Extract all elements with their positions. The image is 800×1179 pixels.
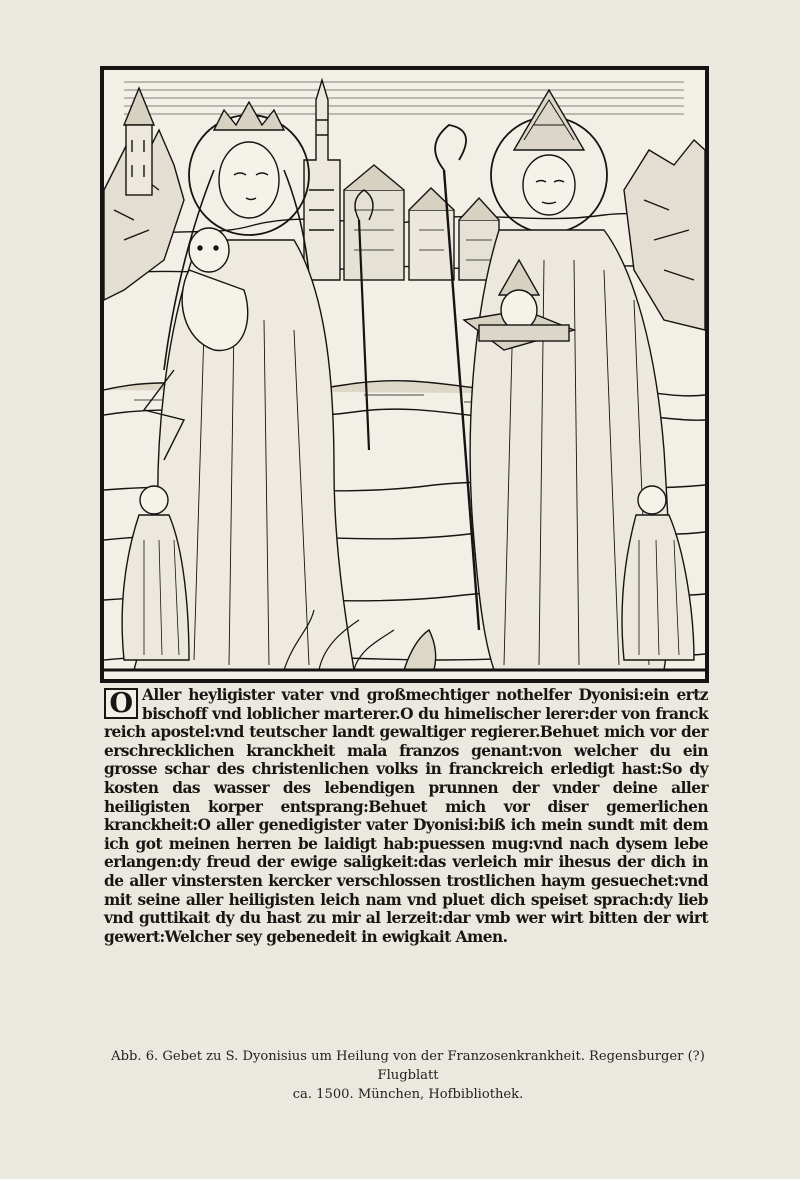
prayer-text-block xyxy=(104,686,708,946)
prayer-text: Aller heyligister vater vnd großmechtiger nothelfer Dyonisi:ein ertz bischoff vnd loblicher marterer.O du himelischer lerer:der von franck reich apostel:vnd teutscher landt gewaltiger regierer.Behuet mich vor der erschrecklichen kranckheit mala franzos genant:von welcher du ein grosse schar des christenlichen volks in franckreich erledigt hast:So dy kosten das wasser des lebendigen prunnen der vnder deine aller heiligisten korper entsprang:Behuet mich vor diser gemerlichen kranckheit:O aller genedigister vater Dyonisi:biß ich mein sundt mit dem ich got meinen herren be laidigt hab:puessen mug:vnd nach dysem lebe erlangen:dy freud der ewige saligkeit:das verleich mir ihesus der dich in de aller vinstersten kercker verschlossen trostlichen haym gesuechet:vnd mit seine aller heiligisten leich nam vnd pluet dich speiset sprach:dy lieb vnd guttikait dy du hast zu mir al lerzeit:dar vmb wer wirt bitten der wirt gewert:Welcher sey gebenedeit in ewigkait Amen. xyxy=(104,686,708,946)
woodcut-illustration xyxy=(100,66,709,683)
decorated-initial: O xyxy=(104,688,138,719)
caption-line-2: ca. 1500. München, Hofbibliothek. xyxy=(292,1086,524,1102)
woodcut-image xyxy=(104,70,705,679)
figure-caption xyxy=(103,1048,713,1104)
caption-line-1: Abb. 6. Gebet zu S. Dyonisius um Heilung von der Franzosenkrankheit. Regensburger (?) Flugblatt xyxy=(111,1049,705,1083)
